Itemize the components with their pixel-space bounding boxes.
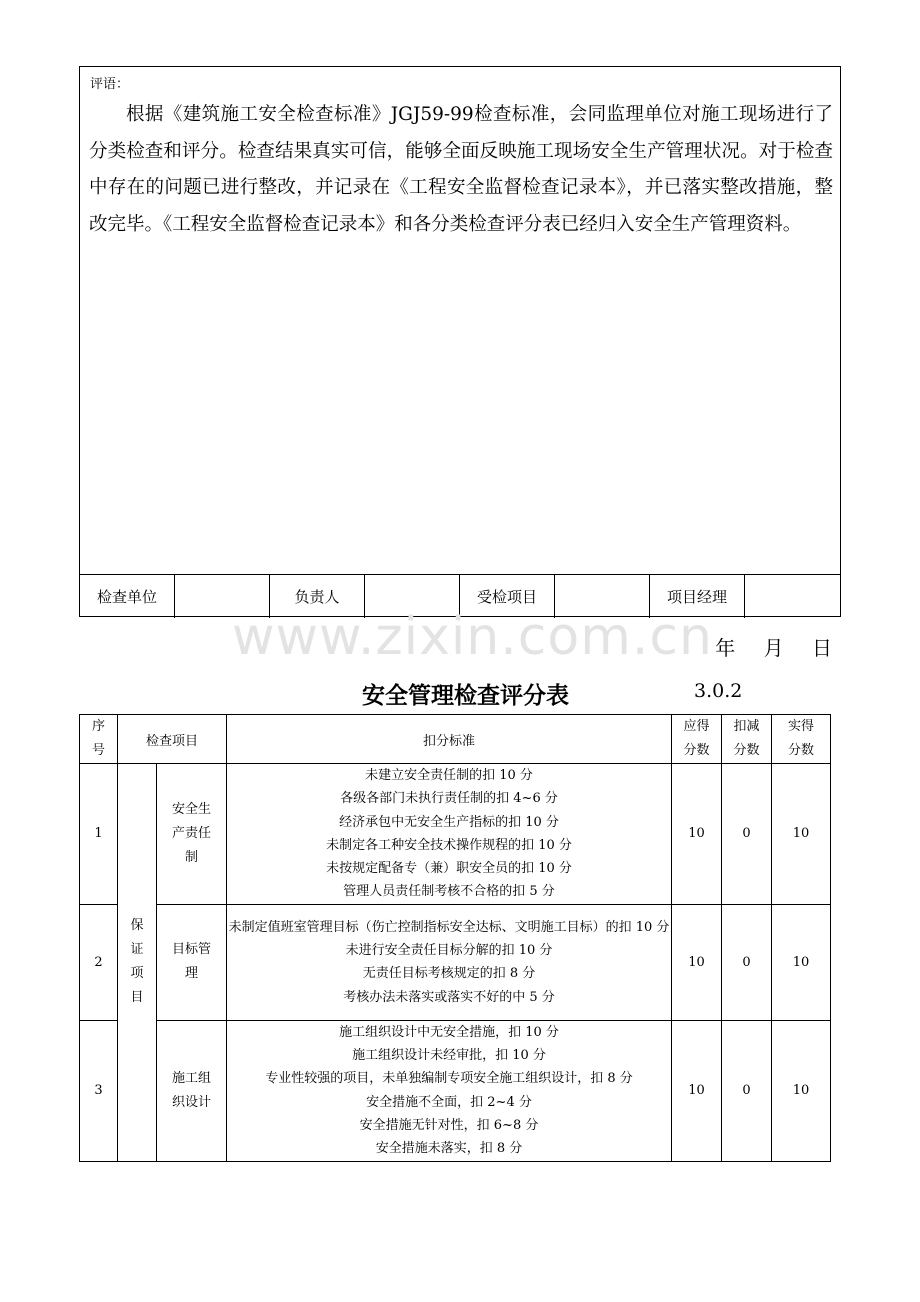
header-criteria: 扣分标准 bbox=[227, 715, 672, 764]
comment-body: 根据《建筑施工安全检查标准》JGJ59-99检查标准，会同监理单位对施工现场进行了分类检查和评分。检查结果真实可信，能够全面反映施工现场安全生产管理状况。对于检查中存在的问题已进行整改，并记录在《工程安全监督检查记录本》，并已落实整改措施，整改完毕。《工程安全监督检查记录本》和各分类检查评分表已经归入安全生产管理资料。 bbox=[89, 104, 833, 235]
date-month: 月 bbox=[763, 636, 784, 660]
project-manager-label: 项目经理 bbox=[650, 575, 745, 618]
row-deduct: 0 bbox=[722, 1020, 772, 1161]
row-item: 施工组 织设计 bbox=[157, 1020, 227, 1161]
date-year: 年 bbox=[715, 636, 736, 660]
header-item: 检查项目 bbox=[118, 715, 227, 764]
table-code: 3.0.2 bbox=[694, 680, 743, 702]
inspection-unit-label: 检查单位 bbox=[80, 575, 175, 618]
row-criteria: 施工组织设计中无安全措施，扣 10 分 施工组织设计未经审批，扣 10 分 专业性较强的项目，未单独编制专项安全施工组织设计，扣 8 分 安全措施不全面，扣 2~4 分 安全措施无针对性，扣 6~8 分 安全措施未落实，扣 8 分 bbox=[227, 1020, 672, 1161]
row-criteria: 未建立安全责任制的扣 10 分 各级各部门未执行责任制的扣 4~6 分 经济承包中无安全生产指标的扣 10 分 未制定各工种安全技术操作规程的扣 10 分 未按规定配备专（兼）职安全员的扣 10 分 管理人员责任制考核不合格的扣 5 分 bbox=[227, 764, 672, 905]
project-manager-value[interactable] bbox=[745, 575, 840, 618]
row-due: 10 bbox=[672, 764, 722, 905]
row-item: 目标管 理 bbox=[157, 904, 227, 1020]
table-row bbox=[80, 764, 831, 905]
table-row bbox=[80, 1020, 831, 1161]
inspected-project-label: 受检项目 bbox=[460, 575, 555, 618]
row-actual: 10 bbox=[772, 904, 831, 1020]
watermark: www.zixin.com.cn bbox=[232, 607, 713, 667]
group-label: 保 证 项 目 bbox=[118, 764, 157, 1162]
responsible-person-label: 负责人 bbox=[270, 575, 365, 618]
row-seq: 3 bbox=[80, 1020, 118, 1161]
header-seq: 序 号 bbox=[80, 715, 118, 764]
row-deduct: 0 bbox=[722, 904, 772, 1020]
row-deduct: 0 bbox=[722, 764, 772, 905]
row-seq: 1 bbox=[80, 764, 118, 905]
row-due: 10 bbox=[672, 904, 722, 1020]
row-criteria: 未制定值班室管理目标（伤亡控制指标安全达标、文明施工目标）的扣 10 分 未进行安全责任目标分解的扣 10 分 无责任目标考核规定的扣 8 分 考核办法未落实或落实不好的中 5 分 bbox=[227, 904, 672, 1020]
comment-box bbox=[79, 66, 841, 617]
score-table bbox=[79, 714, 831, 1162]
row-item: 安全生 产责任 制 bbox=[157, 764, 227, 905]
row-due: 10 bbox=[672, 1020, 722, 1161]
header-actual: 实得 分数 bbox=[772, 715, 831, 764]
table-title: 安全管理检查评分表 bbox=[362, 682, 569, 709]
comment-label: 评语： bbox=[90, 77, 130, 92]
table-row bbox=[80, 904, 831, 1020]
row-seq: 2 bbox=[80, 904, 118, 1020]
date-day: 日 bbox=[812, 636, 832, 660]
header-row bbox=[80, 715, 831, 764]
header-deduct: 扣减 分数 bbox=[722, 715, 772, 764]
date-line bbox=[693, 632, 832, 661]
row-actual: 10 bbox=[772, 764, 831, 905]
row-actual: 10 bbox=[772, 1020, 831, 1161]
header-due: 应得 分数 bbox=[672, 715, 722, 764]
